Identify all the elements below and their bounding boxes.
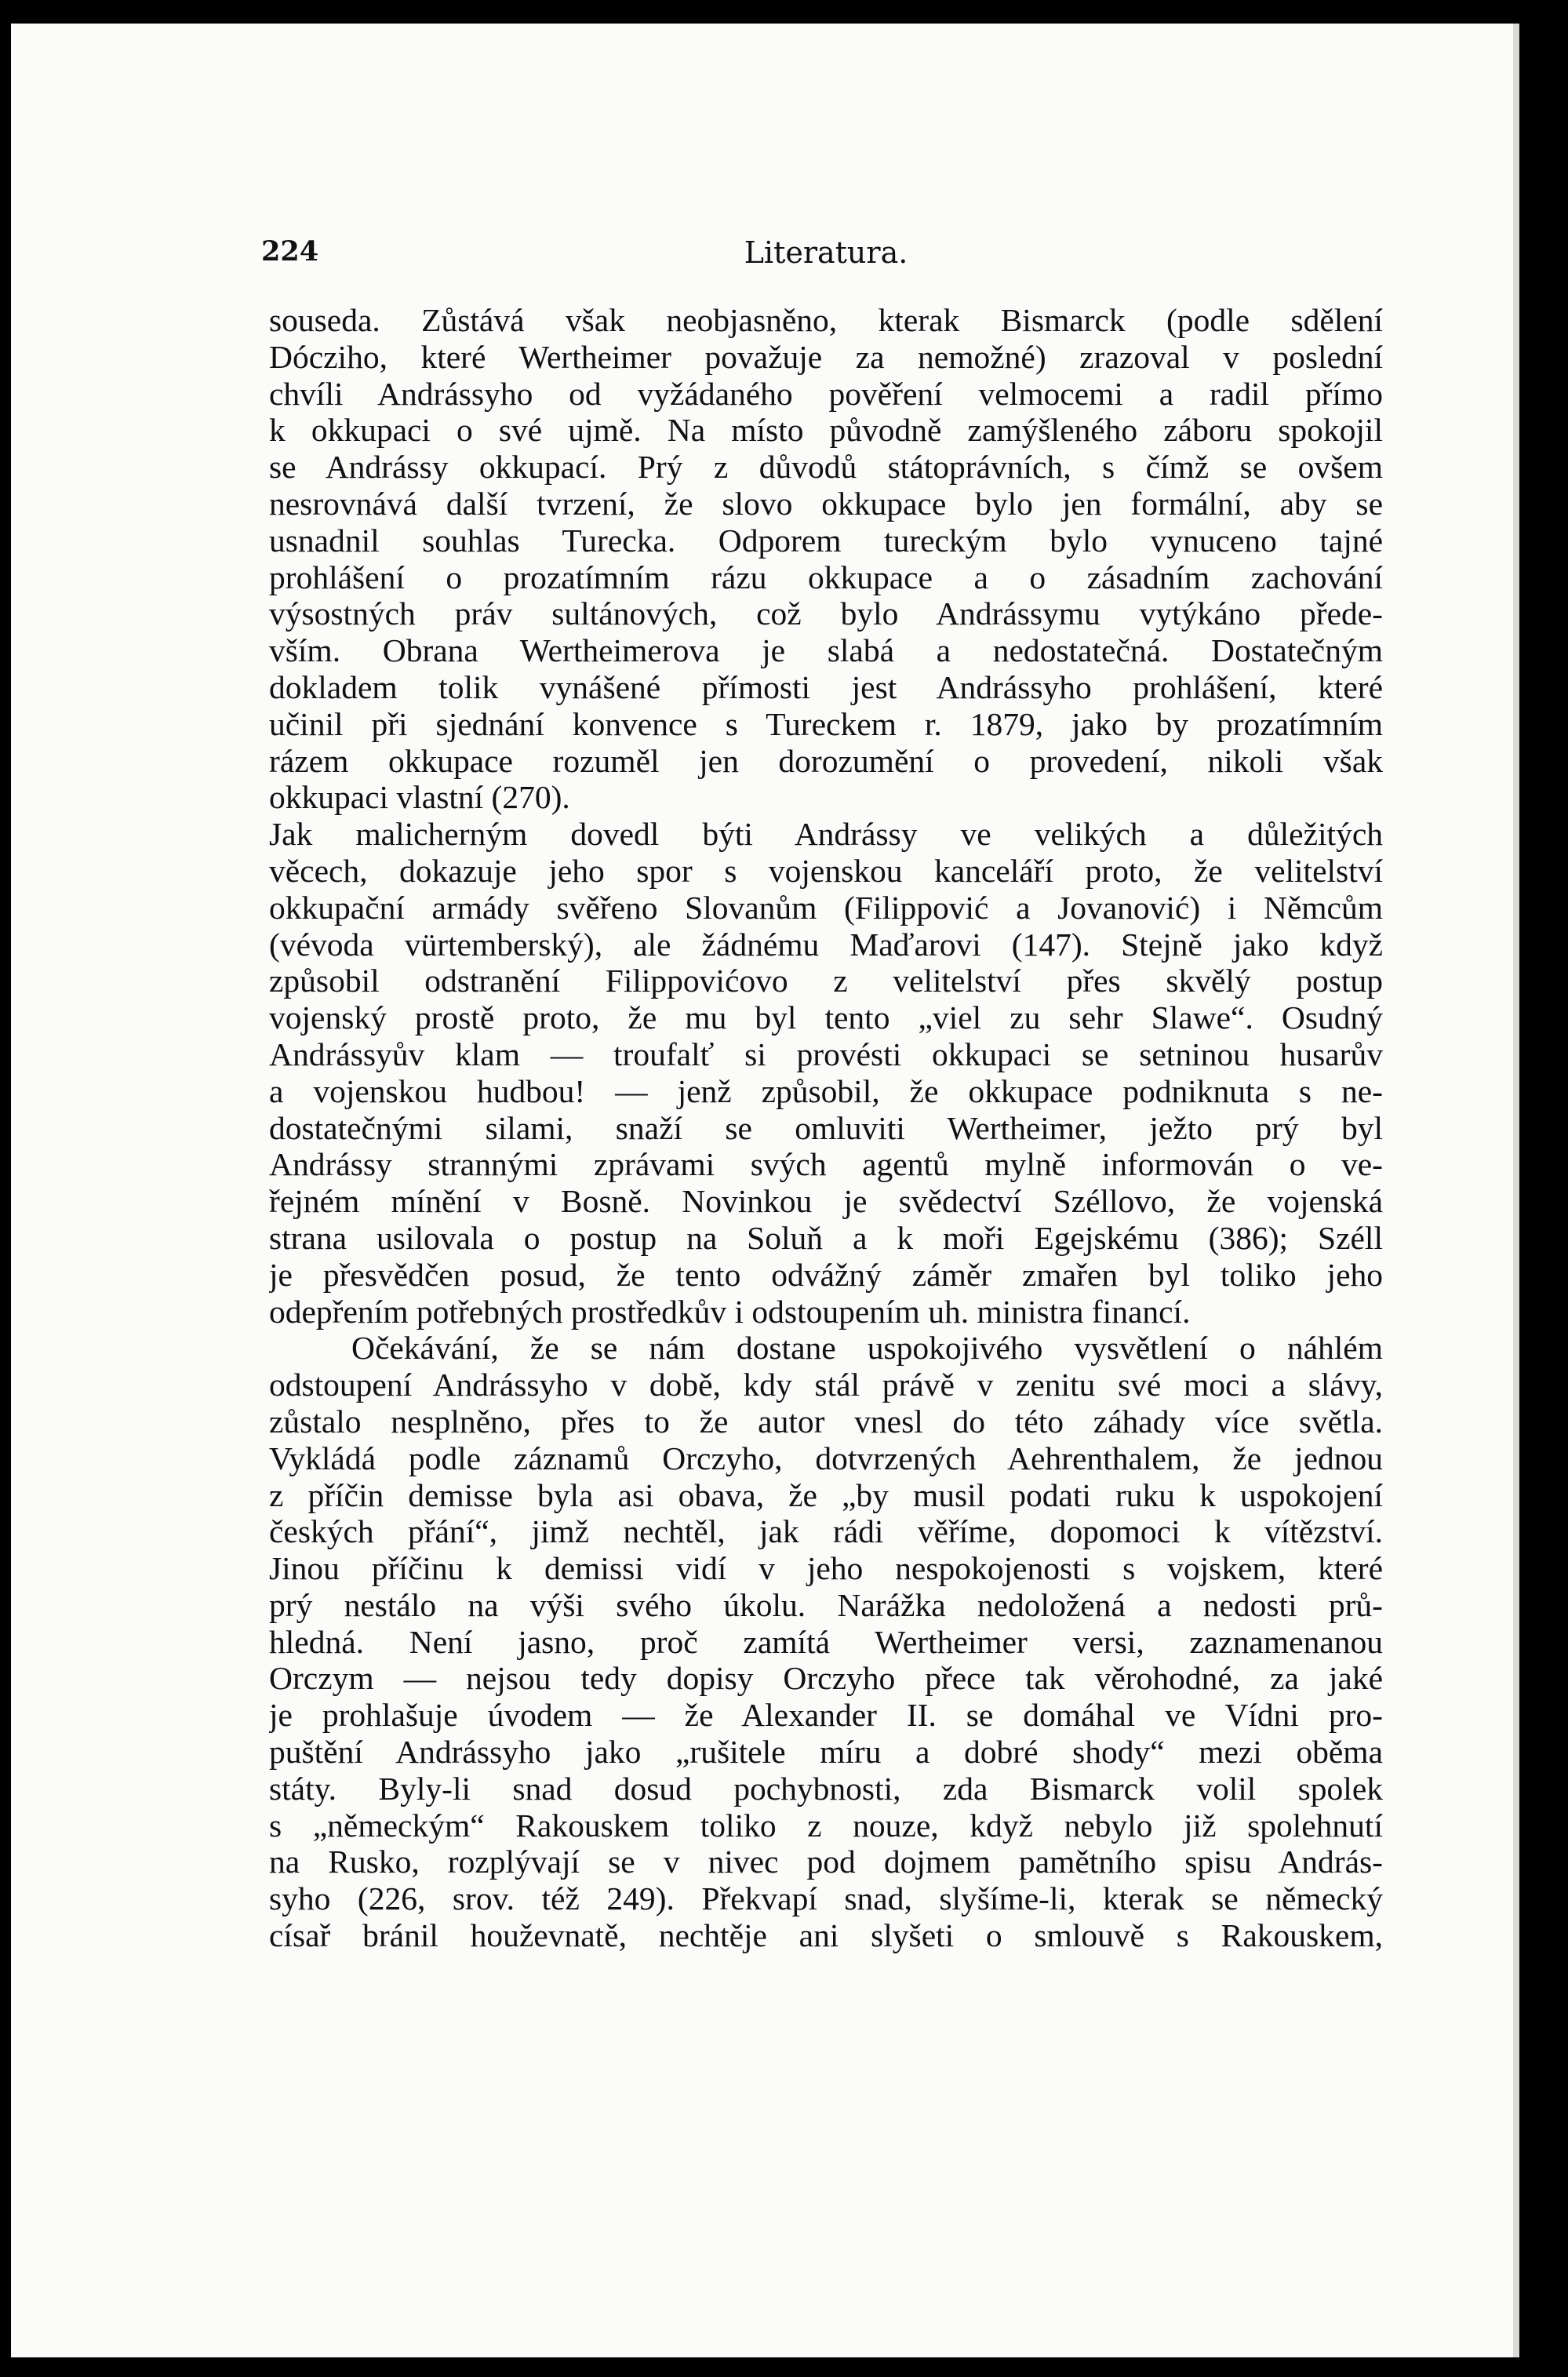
text-line: prohlášení o prozatímním rázu okkupace a o zásadním zachování [269,559,1383,595]
text-line: okkupační armády svěřeno Slovanům (Filippović a Jovanović) i Němcům [269,889,1383,926]
text-line: státy. Byly-li snad dosud pochybnosti, zda Bismarck volil spolek [269,1770,1383,1807]
text-line: Orczym — nejsou tedy dopisy Orczyho přece tak věrohodné, za jaké [269,1660,1383,1697]
text-line: učinil při sjednání konvence s Tureckem r. 1879, jako by prozatímním [269,705,1383,742]
text-line: Andrássy strannými zprávami svých agentů mylně informován o ve- [269,1146,1383,1183]
text-line: souseda. Zůstává však neobjasněno, kterak Bismarck (podle sdělení [269,302,1383,338]
text-line: je přesvědčen posud, že tento odvážný záměr zmařen byl toliko jeho [269,1256,1383,1293]
text-line: zůstalo nesplněno, přes to že autor vnesl do této záhady více světla. [269,1403,1383,1440]
text-line: je prohlašuje úvodem — že Alexander II. se domáhal ve Vídni pro- [269,1697,1383,1734]
text-line: puštění Andrássyho jako „rušitele míru a dobré shody“ mezi oběma [269,1734,1383,1771]
text-line: císař bránil houževnatě, nechtěje ani slyšeti o smlouvě s Rakouskem, [269,1917,1383,1954]
text-line: odstoupení Andrássyho v době, kdy stál právě v zenitu své moci a slávy, [269,1367,1383,1403]
text-line: na Rusko, rozplývají se v nivec pod dojmem pamětního spisu András- [269,1844,1383,1880]
text-line: vojenský prostě proto, že mu byl tento „viel zu sehr Slawe“. Osudný [269,999,1383,1036]
text-line: hledná. Není jasno, proč zamítá Wertheimer versi, zaznamenanou [269,1623,1383,1660]
text-line: s „německým“ Rakouskem toliko z nouze, když nebylo již spolehnutí [269,1807,1383,1844]
running-title: Literatura. [744,235,908,270]
text-line: způsobil odstranění Filippovićovo z velitelství přes skvělý postup [269,963,1383,999]
text-line: Dócziho, které Wertheimer považuje za nemožné) zrazoval v poslední [269,338,1383,375]
page-number: 224 [261,235,319,268]
text-line: Jinou příčinu k demissi vidí v jeho nespokojenosti s vojskem, které [269,1550,1383,1587]
text-line: českých přání“, jimž nechtěl, jak rádi věříme, dopomoci k vítězství. [269,1513,1383,1550]
text-line: Jak malicherným dovedl býti Andrássy ve velikých a důležitých [269,816,1383,853]
text-line: Vykládá podle záznamů Orczyho, dotvrzených Aehrenthalem, že jednou [269,1440,1383,1476]
text-line: odepřením potřebných prostředkův i odstoupením uh. ministra financí. [269,1293,1191,1330]
page-header [261,235,1391,282]
text-line: (vévoda vürtemberský), ale žádnému Maďarovi (147). Stejně jako když [269,926,1383,963]
text-line: vším. Obrana Wertheimerova je slabá a nedostatečná. Dostatečným [269,632,1383,669]
text-line: a vojenskou hudbou! — jenž způsobil, že okkupace podniknuta s ne- [269,1072,1383,1109]
text-line: dostatečnými silami, snaží se omluviti Wertheimer, ježto prý byl [269,1109,1383,1146]
text-line: rázem okkupace rozuměl jen dorozumění o provedení, nikoli však [269,742,1383,779]
text-line: z příčin demisse byla asi obava, že „by musil podati ruku k uspokojení [269,1476,1383,1513]
text-line: řejném mínění v Bosně. Novinkou je svědectví Széllovo, že vojenská [269,1183,1383,1220]
text-line: prý nestálo na výši svého úkolu. Narážka nedoložená a nedosti prů- [269,1586,1383,1623]
text-line: Očekávání, že se nám dostane uspokojivého vysvětlení o náhlém [351,1330,1383,1367]
text-line: chvíli Andrássyho od vyžádaného pověření velmocemi a radil přímo [269,375,1383,412]
text-line: se Andrássy okkupací. Prý z důvodů státoprávních, s čímž se ovšem [269,449,1383,486]
text-line: k okkupaci o své ujmě. Na místo původně zamýšleného záboru spokojil [269,412,1383,449]
text-line: usnadnil souhlas Turecka. Odporem tureckým bylo vynuceno tajné [269,522,1383,559]
text-line: dokladem tolik vynášené přímosti jest Andrássyho prohlášení, které [269,668,1383,705]
text-line: strana usilovala o postup na Soluň a k moři Egejskému (386); Széll [269,1219,1383,1256]
text-line: syho (226, srov. též 249). Překvapí snad, slyšíme-li, kterak se německý [269,1880,1383,1917]
text-line: okkupaci vlastní (270). [269,779,570,816]
body-text [269,302,1383,1954]
text-line: věcech, dokazuje jeho spor s vojenskou kanceláří proto, že velitelství [269,852,1383,889]
text-line: výsostných práv sultánových, což bylo Andrássymu vytýkáno přede- [269,595,1383,632]
text-line: nesrovnává další tvrzení, že slovo okkupace bylo jen formální, aby se [269,485,1383,522]
page-edge [1513,24,1519,2357]
text-line: Andrássyův klam — troufalť si provésti okkupaci se setninou husarův [269,1036,1383,1072]
